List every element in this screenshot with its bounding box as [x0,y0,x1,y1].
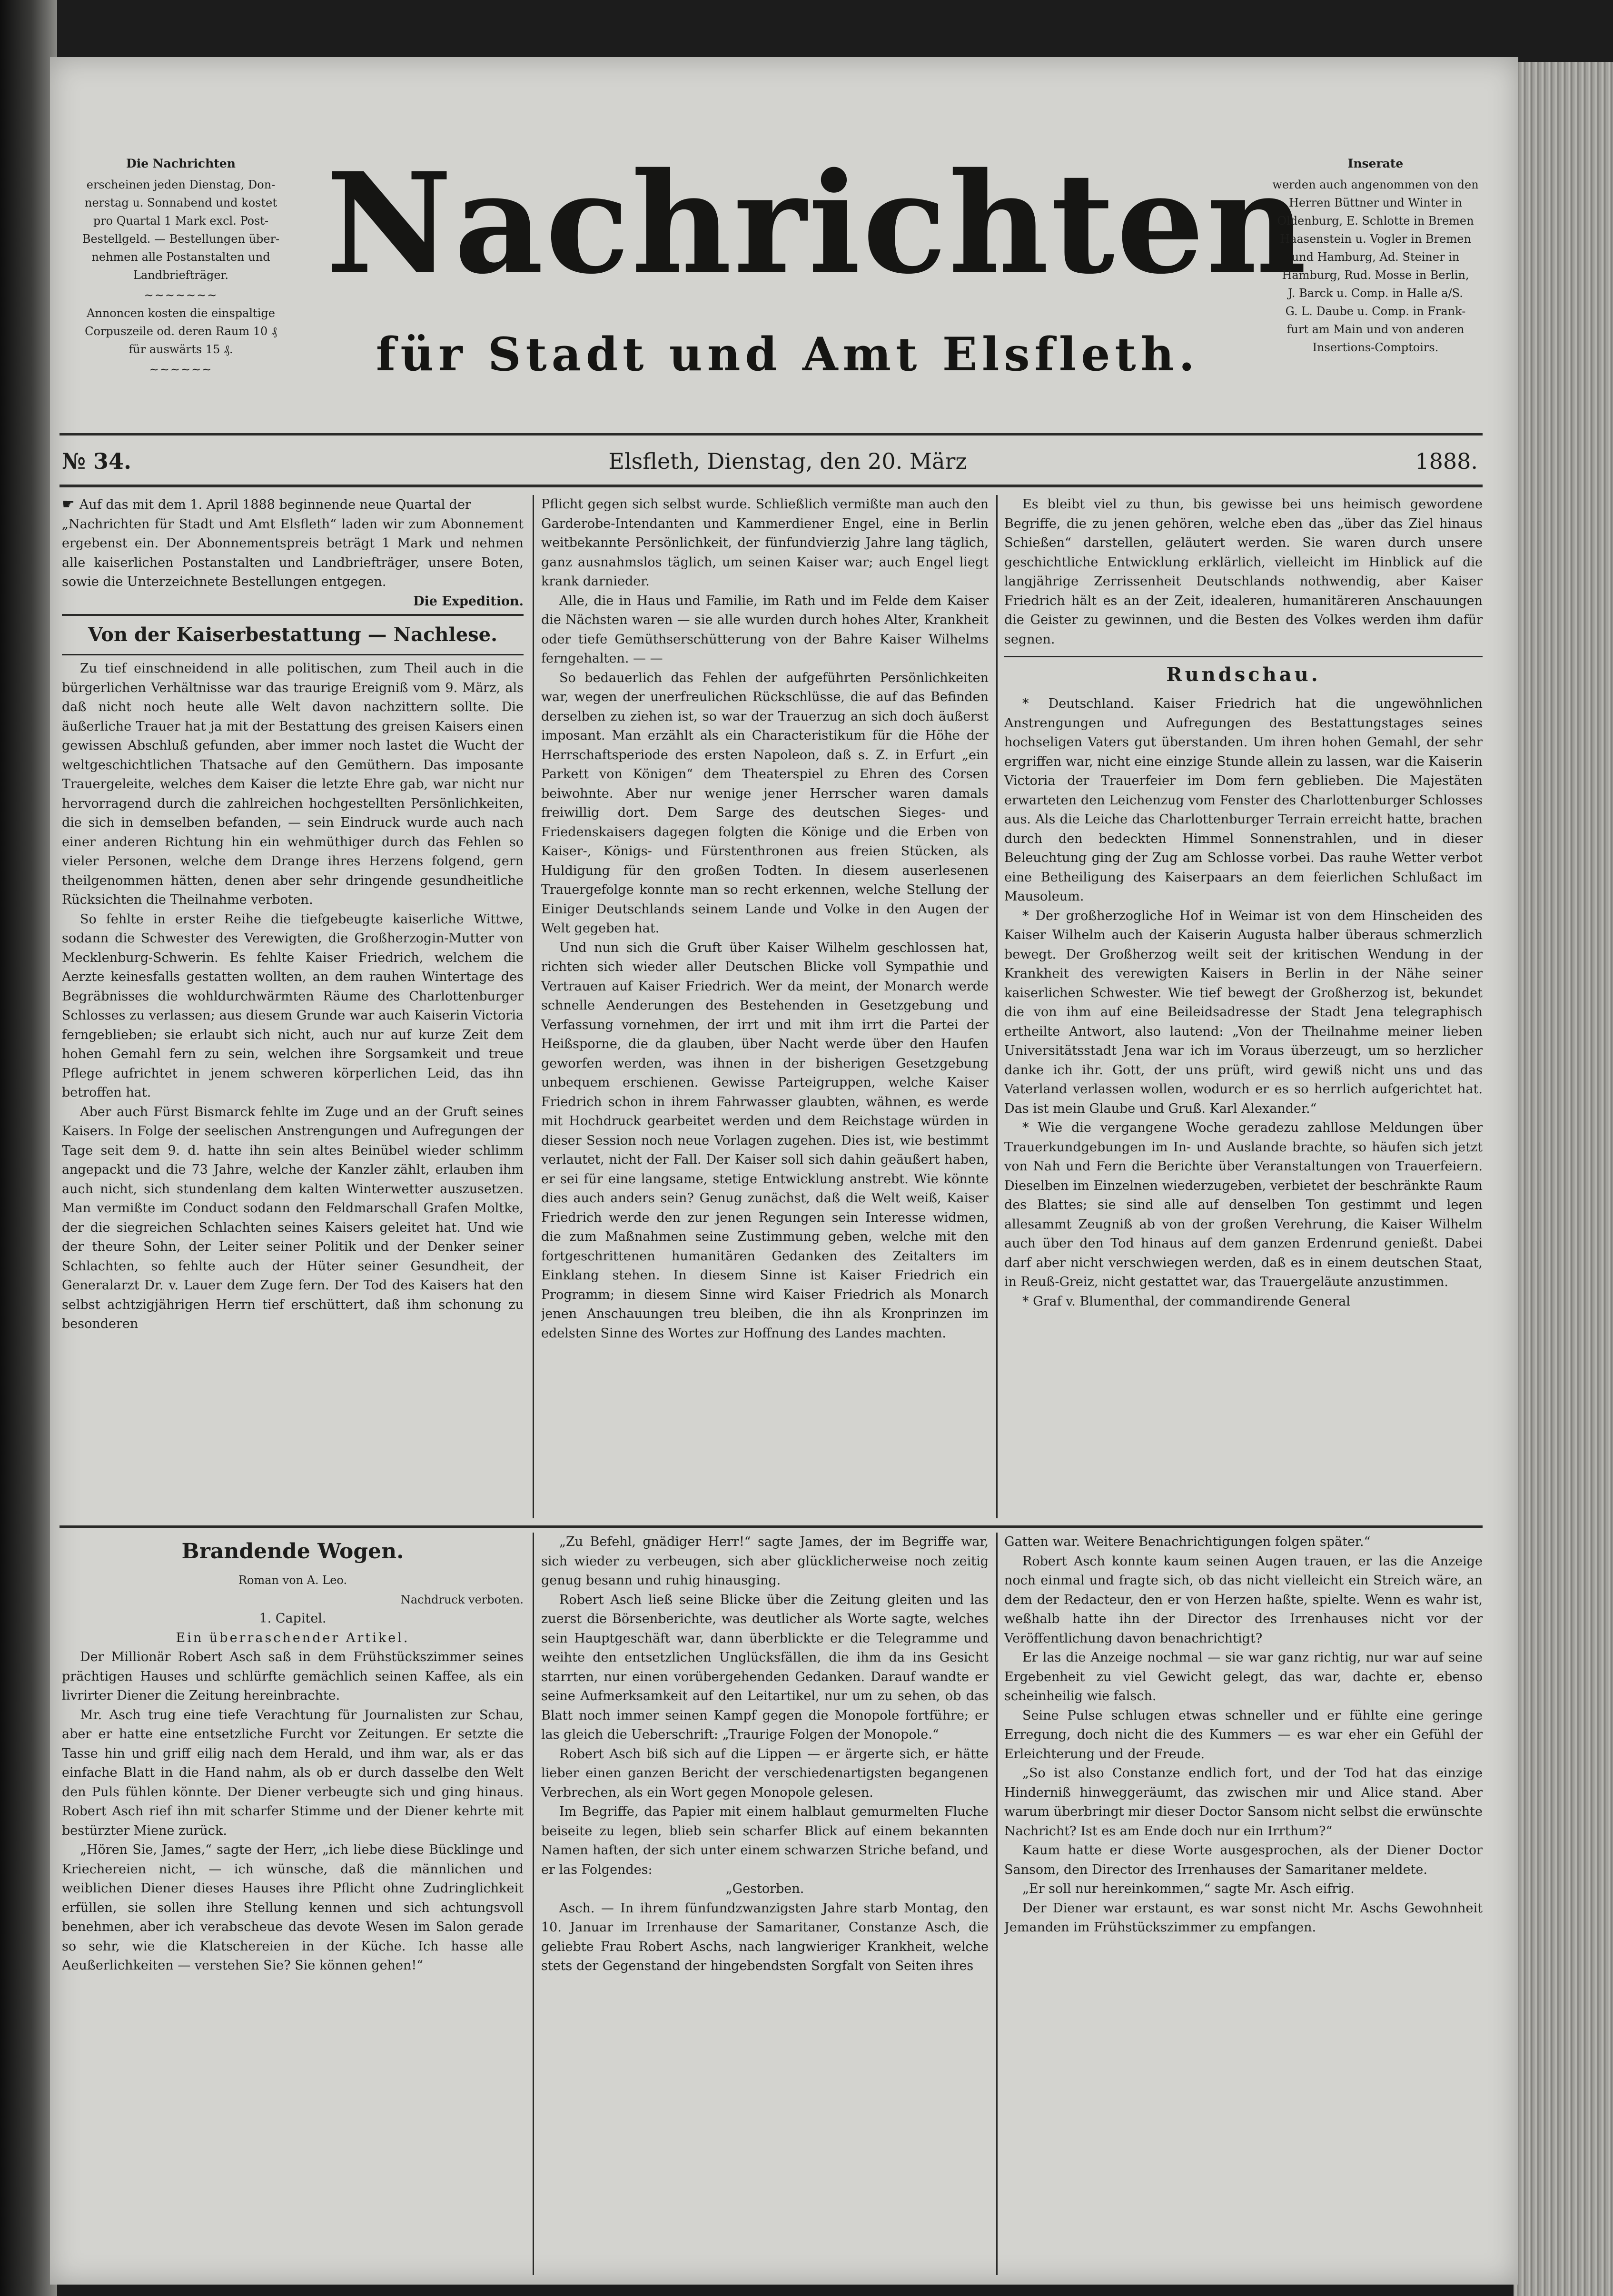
pointing-hand-icon: ☛ [62,496,75,513]
article-paragraph: Es bleibt viel zu thun, bis gewisse bei uns heimisch gewordene Begriffe, die zu jenen gehören, welche eben das „über das Ziel hinaus Schießen“ darstellen, geläutert werden. Sie waren durch unsere geschichtliche Entwicklung erklärlich, vielleicht im Hinblick auf die langjährige Zerrissenheit Deutschlands nothwendig, aber Kaiser Friedrich hält es an der Zeit, idealeren, humanitäreren Anschauungen die Geister zu gewinnen, und die Besten des Volkes werden ihm dafür segnen. [1004,497,1483,647]
column-3 [1004,495,1483,1518]
novel-paragraph: Gatten war. Weitere Benachrichtigungen folgen später.“ [1004,1534,1371,1549]
left-notice-line: Corpuszeile od. deren Raum 10 ₰ [85,325,277,338]
novel-paragraph: Robert Asch konnte kaum seinen Augen trauen, er las die Anzeige noch einmal und fragte sich, ob das nicht vielleicht ein Streich wäre, an dem der Redacteur, den er von Herzen haßte, spielte. Wenn es wahr ist, weßhalb hatte ihn der Director des Irrenhauses nicht vor der Veröffentlichung davon benachrichtigt? [1004,1554,1483,1646]
left-notice-line: Annoncen kosten die einspaltige [87,307,275,320]
right-notice-line: Haasenstein u. Vogler in Bremen [1280,232,1471,246]
news-item: * Wie die vergangene Woche geradezu zahllose Meldungen über Trauerkundgebungen im In- und Auslande brachte, so häufen sich jetzt von Nah und Fern die Berichte über Veranstaltungen von Trauerfeiern. Dieselben im Einzelnen wiederzugeben, verbietet der beschränkte Raum des Blattes; sie sind alle auf denselben Ton gestimmt und legen allesammt Zeugniß ab von der großen Verehrung, die Kaiser Wilhelm auch über den Tod hinaus auf dem ganzen Erdenrund genießt. Dabei darf aber nicht verschwiegen werden, daß es in einem deutschen Staat, in Reuß-Greiz, nicht gestattet war, das Trauergeläute anzustimmen. [1004,1120,1483,1289]
book-spine [0,0,57,2296]
column-divider [533,495,534,1518]
column-divider [996,1533,998,2275]
right-notice-line: werden auch angenommen von den [1272,178,1479,191]
left-notice-line: für auswärts 15 ₰. [129,343,233,356]
novel-paragraph: „Er soll nur hereinkommen,“ sagte Mr. Asch eifrig. [1022,1881,1355,1896]
section-rule [62,654,524,655]
novel-byline: Roman von A. Leo. [238,1574,347,1587]
rights-notice: Nachdruck verboten. [400,1593,524,1606]
right-notice-line: Herren Büttner und Winter in [1289,196,1462,209]
novel-paragraph: Asch. — In ihrem fünfundzwanzigsten Jahre starb Montag, den 10. Januar im Irrenhause der Samaritaner, Constanze Asch, die geliebte Frau Robert Aschs, nach langwieriger Krankheit, welche stets der Gegenstand der hingebendsten Sorgfalt von Seiten ihres [541,1900,989,1973]
novel-paragraph: Der Millionär Robert Asch saß in dem Frühstückszimmer seines prächtigen Hauses und schlürfte gemächlich seinen Kaffee, als ein livrirter Diener die Zeitung hereinbrachte. [62,1650,524,1703]
novel-paragraph: Robert Asch biß sich auf die Lippen — er ärgerte sich, er hätte lieber einen ganzen Bericht der verschiedenartigsten begangenen Verbrechen, als ein Wort gegen Monopole gelesen. [541,1746,989,1800]
novel-paragraph: Mr. Asch trug eine tiefe Verachtung für Journalisten zur Schau, aber er hatte eine entsetzliche Furcht vor Zeitungen. Er setzte die Tasse hin und griff eilig nach dem Herald, und ihm war, als er das einfache Blatt in die Hand nahm, als ob er durch dasselbe den Welt den Puls fühlen könnte. Der Diener verbeugte sich und ging hinaus. Robert Asch rief ihn mit scharfer Stimme und der Diener kehrte mit bestürzter Miene zurück. [62,1707,524,1838]
right-notice-line: G. L. Daube u. Comp. in Frank- [1285,305,1466,318]
masthead-subtitle: für Stadt und Amt Elsfleth. [376,327,1199,381]
page-edges [1514,62,1613,2296]
chapter-title: Ein überraschender Artikel. [176,1630,410,1645]
novel-paragraph: „Hören Sie, James,“ sagte der Herr, „ich liebe diese Bücklinge und Kriechereien nicht, — ich wünsche, daß die männlichen und weiblichen Diener dieses Hauses ihre Pflicht ohne Zudringlichkeit erfüllen, sie sollen ihre Stellung kennen und sich achtungsvoll benehmen, aber ich verabscheue das devote Wesen im Salon gerade so sehr, wie die Klatschereien in der Küche. Ich hasse alle Aeußerlichkeiten — verstehen Sie? Sie können gehen!“ [62,1842,524,1973]
right-notice-line: J. Barck u. Comp. in Halle a/S. [1288,287,1463,300]
rundschau-heading: Rundschau. [1166,663,1321,686]
news-item: * Graf v. Blumenthal, der commandirende General [1022,1294,1350,1309]
left-notice-line: nehmen alle Postanstalten und [91,250,270,264]
news-item: * Deutschland. Kaiser Friedrich hat die ungewöhnlichen Anstrengungen und Aufregungen des Bestattungstages seines hochseligen Vaters gut überstanden. Um ihren hohen Gemahl, der sehr ergriffen war, nicht eine einzige Stunde allein zu lassen, war die Kaiserin Victoria der Trauerfeier im Dom fern geblieben. Die Majestäten erwarteten den Leichenzug vom Fenster des Charlottenburger Schlosses aus. Als die Leiche das Charlottenburger Terrain erreicht hatte, brachen durch den bedeckten Himmel Sonnenstrahlen, und in dieser Beleuchtung ging der Zug am Schlosse vorbei. Das rauhe Wetter verbot eine Betheiligung des Kaiserpaars an dem feierlichen Schlußact im Mausoleum. [1004,696,1483,904]
issue-number: № 34. [62,448,132,474]
announcement-signature: Die Expedition. [413,594,524,609]
feuilleton-column-1 [62,1533,524,2275]
left-notice-line: nerstag u. Sonnabend und kostet [85,196,277,209]
section-rule [1004,656,1483,657]
right-notice-line: Hamburg, Rud. Mosse in Berlin, [1282,268,1469,282]
article-paragraph: So fehlte in erster Reihe die tiefgebeugte kaiserliche Wittwe, sodann die Schwester des Verewigten, die Großherzogin-Mutter von Mecklenburg-Schwerin. Es fehlte Kaiser Friedrich, welchem die Aerzte keinesfalls gestatten wollten, an dem rauhen Wintertage des Begräbnisses die wohldurchwärmten Räume des Charlottenburger Schlosses zu verlassen; aus diesem Grunde war auch Kaiserin Victoria ferngeblieben; sie erlaubt sich nicht, auch nur auf kurze Zeit dem hohen Gemahl fern zu sein, welchen ihre Sorgsamkeit und treue Pflege aufrichtet in jenem schweren körperlichen Leid, das ihn betroffen hat. [62,911,524,1100]
column-divider [533,1533,534,2275]
left-notice-line: Bestellgeld. — Bestellungen über- [82,232,280,246]
left-notice-line: pro Quartal 1 Mark excl. Post- [93,214,269,228]
ornament: ∼∼∼∼∼∼ [149,363,213,376]
column-divider [996,495,998,1518]
feuilleton-rule [59,1525,1483,1528]
left-notice-line: Landbriefträger. [133,268,229,282]
chapter-number: 1. Capitel. [259,1611,327,1626]
article-heading: Von der Kaiserbestattung — Nachlese. [88,623,498,646]
novel-paragraph: Robert Asch ließ seine Blicke über die Zeitung gleiten und las zuerst die Börsenberichte, was deutlicher als Worte sagte, welches sein Hauptgeschäft war, dann überblickte er die Telegramme und weihte den entsetzlichen Unglücksfällen, die ihm da ins Gesicht starrten, nur einen vorübergehenden Gedanken. Darauf wandte er seine Aufmerksamkeit auf den Leitartikel, nur um zu sehen, ob das Blatt noch immer seinen Kampf gegen die Monopole fortführe; er las gleich die Ueberschrift: „Traurige Folgen der Monopole.“ [541,1592,989,1742]
feuilleton-column-2 [541,1533,989,2275]
article-paragraph: Aber auch Fürst Bismarck fehlte im Zuge und an der Gruft seines Kaisers. In Folge der seelischen Anstrengungen und Aufregungen der Tage seit dem 9. d. hatte ihn sein altes Beinübel wieder schlimm angepackt und die 73 Jahre, welche der Kanzler zählt, erlauben ihm auch nicht, sich stundenlang dem kalten Winterwetter auszusetzen. Man vermißte im Conduct sodann den Feldmarschall Grafen Moltke, der die siegreichen Schlachten seines Kaisers geleitet hat. Und wie der theure Sohn, der Leiter seiner Politik und der Denker seiner Schlachten, so fehlte auch der Hüter seiner Gesundheit, der Generalarzt Dr. v. Lauer dem Zuge fern. Der Tod des Kaisers hat den selbst achtzigjährigen Herrn tief erschüttert, daß ihm schonung zu besonderen [62,1104,524,1331]
issue-year: 1888. [1415,448,1478,474]
left-notice-heading: Die Nachrichten [126,157,236,170]
dateline-rule [59,485,1483,487]
notice-heading: „Gestorben. [725,1881,804,1896]
ornament: ∼∼∼∼∼∼∼ [144,288,218,302]
left-notice-line: erscheinen jeden Dienstag, Don- [86,178,276,191]
masthead-title: Nachrichten [326,143,1309,305]
news-item: * Der großherzogliche Hof in Weimar ist von dem Hinscheiden des Kaiser Wilhelm auch der Kaiserin Augusta halber überaus schmerzlich bewegt. Der Großherzog weilt seit der kritischen Wendung in der Krankheit des verewigten Kaisers in Berlin in der Nähe seiner kaiserlichen Schwester. Wie tief bewegt der Großherzog ist, bekundet die von ihm auf eine Beileidsadresse der Stadt Jena telegraphisch ertheilte Antwort, also lautend: „Von der Theilnahme meiner lieben Universitätsstadt Jena war ich im Voraus überzeugt, um so herzlicher danke ich ihr. Gott, der uns prüft, wird gewiß nicht uns und das Vaterland verlassen wollen, wodurch er es so herrlich aufgerichtet hat. Das ist mein Glaube und Gruß. Karl Alexander.“ [1004,908,1483,1116]
announcement-text: „Nachrichten für Stadt und Amt Elsfleth“ laden wir zum Abonnement ergebenst ein. Der Abonnementspreis beträgt 1 Mark und nehmen alle kaiserlichen Postanstalten und Landbriefträger, unsere Boten, sowie die Unterzeichnete Bestellungen entgegen. [62,516,524,589]
article-paragraph: Zu tief einschneidend in alle politischen, zum Theil auch in die bürgerlichen Verhältnisse war das traurige Ereigniß vom 9. März, als daß nicht noch heute alle Welt davon nachzittern sollte. Die äußerliche Trauer hat ja mit der Bestattung des greisen Kaisers einen gewissen Abschluß gefunden, aber immer noch lastet die Wucht der weltgeschichtlichen Thatsache auf den Gemüthern. Das imposante Trauergeleite, welches dem Kaiser die letzte Ehre gab, war nicht nur hervorragend durch die zahlreichen hochgestellten Persönlichkeiten, die sich in demselben befanden, — sein Eindruck wurde auch nach einer anderen Richtung hin ein wehmüthiger durch das Fehlen so vieler Personen, welche dem Drange ihres Herzens folgend, gern theilgenommen hätten, denen aber sehr dringende gesundheitliche Rücksichten die Theilnahme verboten. [62,661,524,907]
novel-paragraph: Der Diener war erstaunt, es war sonst nicht Mr. Aschs Gewohnheit Jemanden im Frühstückszimmer zu empfangen. [1004,1900,1483,1935]
right-notice-line: Insertions-Comptoirs. [1312,341,1439,354]
article-paragraph: Und nun sich die Gruft über Kaiser Wilhelm geschlossen hat, richten sich wieder aller Deutschen Blicke voll Sympathie und Vertrauen auf Kaiser Friedrich. Wer da meint, der Monarch werde schnelle Aenderungen des Bestehenden in Gesetzgebung und Verfassung vornehmen, der irrt und mit ihm irrt die Partei der Heißsporne, die da glauben, über Nacht werde über den Haufen geworfen werden, was ihnen in der bisherigen Gesetzgebung unbequem erschienen. Gewisse Parteigruppen, welche Kaiser Friedrich schon in ihrem Fahrwasser glaubten, wähnen, es werde mit Hochdruck gearbeitet werden und dem Reichstage würden in dieser Session noch neue Vorlagen zugehen. Dies ist, wie bestimmt verlautet, nicht der Fall. Der Kaiser soll sich dahin geäußert haben, er sei für eine langsame, stetige Entwicklung anstrebt. Wie könnte dies auch anders sein? Genug zunächst, daß die Welt weiß, Kaiser Friedrich werde den zur jenen Regungen sein Interesse widmen, die zum Maßnahmen seine Zustimmung geben, welche mit den fortgeschrittenen humanitären Gedanken des Zeitalters im Einklang stehen. In diesem Sinne ist Kaiser Friedrich ein Programm; in diesem Sinne wird Kaiser Friedrich als Monarch jenen Anschauungen treu bleiben, die ihn als Kronprinzen im edelsten Sinne des Wortes zur Hoffnung des Landes machten. [541,940,989,1341]
article-paragraph: So bedauerlich das Fehlen der aufgeführten Persönlichkeiten war, wegen der unerfreulichen Rückschlüsse, die auf das Befinden derselben zu ziehen ist, so war der Trauerzug an sich doch äußerst imposant. Man erzählt als ein Characteristikum für die Höhe der Herrschaftsperiode des ersten Napoleon, daß s. Z. in Erfurt „ein Parkett von Königen“ dem Theaterspiel zu Ehren des Corsen beiwohnte. Aber nur wenige jener Herrscher waren damals freiwillig dort. Dem Sarge des deutschen Sieges- und Friedenskaisers dagegen folgten die Könige und die Erben von Kaiser-, Königs- und Fürstenthronen aus freien Stücken, als Huldigung für den großen Todten. In diesem auserlesenen Trauergefolge konnte man so recht erkennen, welche Stellung der Einiger Deutschlands seinem Lande und Volke in den Augen der Welt gegeben hat. [541,670,989,936]
header-rule [59,433,1483,435]
place-date: Elsfleth, Dienstag, den 20. März [608,448,967,474]
feuilleton-column-3 [1004,1533,1483,2275]
announcement-text: ☛ Auf das mit dem 1. April 1888 beginnende neue Quartal der [62,495,524,515]
right-notice [1249,155,1502,356]
novel-paragraph: Seine Pulse schlugen etwas schneller und er fühlte eine geringe Erregung, doch nicht die des Kummers — es war eher ein Gefühl der Erleichterung und der Freude. [1004,1708,1483,1762]
right-notice-heading: Inserate [1347,157,1404,170]
novel-paragraph: „So ist also Constanze endlich fort, und der Tod hat das einzige Hinderniß hinweggeräumt, das zwischen mir und Alice stand. Aber warum überbringt mir dieser Doctor Sansom nicht selbst die erwünschte Nachricht? Ist es am Ende doch nur ein Irrthum?“ [1004,1766,1483,1839]
right-notice-line: furt am Main und von anderen [1286,323,1465,336]
novel-paragraph: Er las die Anzeige nochmal — sie war ganz richtig, nur war auf seine Ergebenheit zu viel Gewicht gelegt, das war, dachte er, ebenso scheinheilig wie falsch. [1004,1650,1483,1703]
novel-title: Brandende Wogen. [181,1539,404,1564]
novel-paragraph: Im Begriffe, das Papier mit einem halblaut gemurmelten Fluche beiseite zu legen, blieb sein scharfer Blick auf einem bekannten Namen haften, der sich unter einem schwarzen Striche befand, und er las Folgendes: [541,1804,989,1877]
column-2 [541,495,989,1518]
right-notice-line: Oldenburg, E. Schlotte in Bremen [1277,214,1474,228]
section-rule [62,614,524,616]
right-notice-line: und Hamburg, Ad. Steiner in [1291,250,1460,264]
article-paragraph: Pflicht gegen sich selbst wurde. Schließlich vermißte man auch den Garderobe-Intendanten und Kammerdiener Engel, eine in Berlin weitbekannte Persönlichkeit, der fünfundvierzig Jahre lang täglich, ganz ausnahmslos täglich, um seinen Kaiser war; auch Engel liegt krank darnieder. [541,497,989,589]
left-notice [55,155,307,378]
novel-paragraph: Kaum hatte er diese Worte ausgesprochen, als der Diener Doctor Sansom, den Director des Irrenhauses der Samaritaner meldete. [1004,1843,1483,1877]
article-paragraph: Alle, die in Haus und Familie, im Rath und im Felde dem Kaiser die Nächsten waren — sie alle wurden durch hohes Alter, Krankheit oder tiefe Gemüthserschütterung von der Bahre Kaiser Wilhelms ferngehalten. — — [541,593,989,666]
novel-paragraph: „Zu Befehl, gnädiger Herr!“ sagte James, der im Begriffe war, sich wieder zu verbeugen, sich aber glücklicherweise noch zeitig genug besann und ruhig hinausging. [541,1534,989,1588]
column-1 [62,495,524,1518]
newspaper-page [50,57,1518,2285]
